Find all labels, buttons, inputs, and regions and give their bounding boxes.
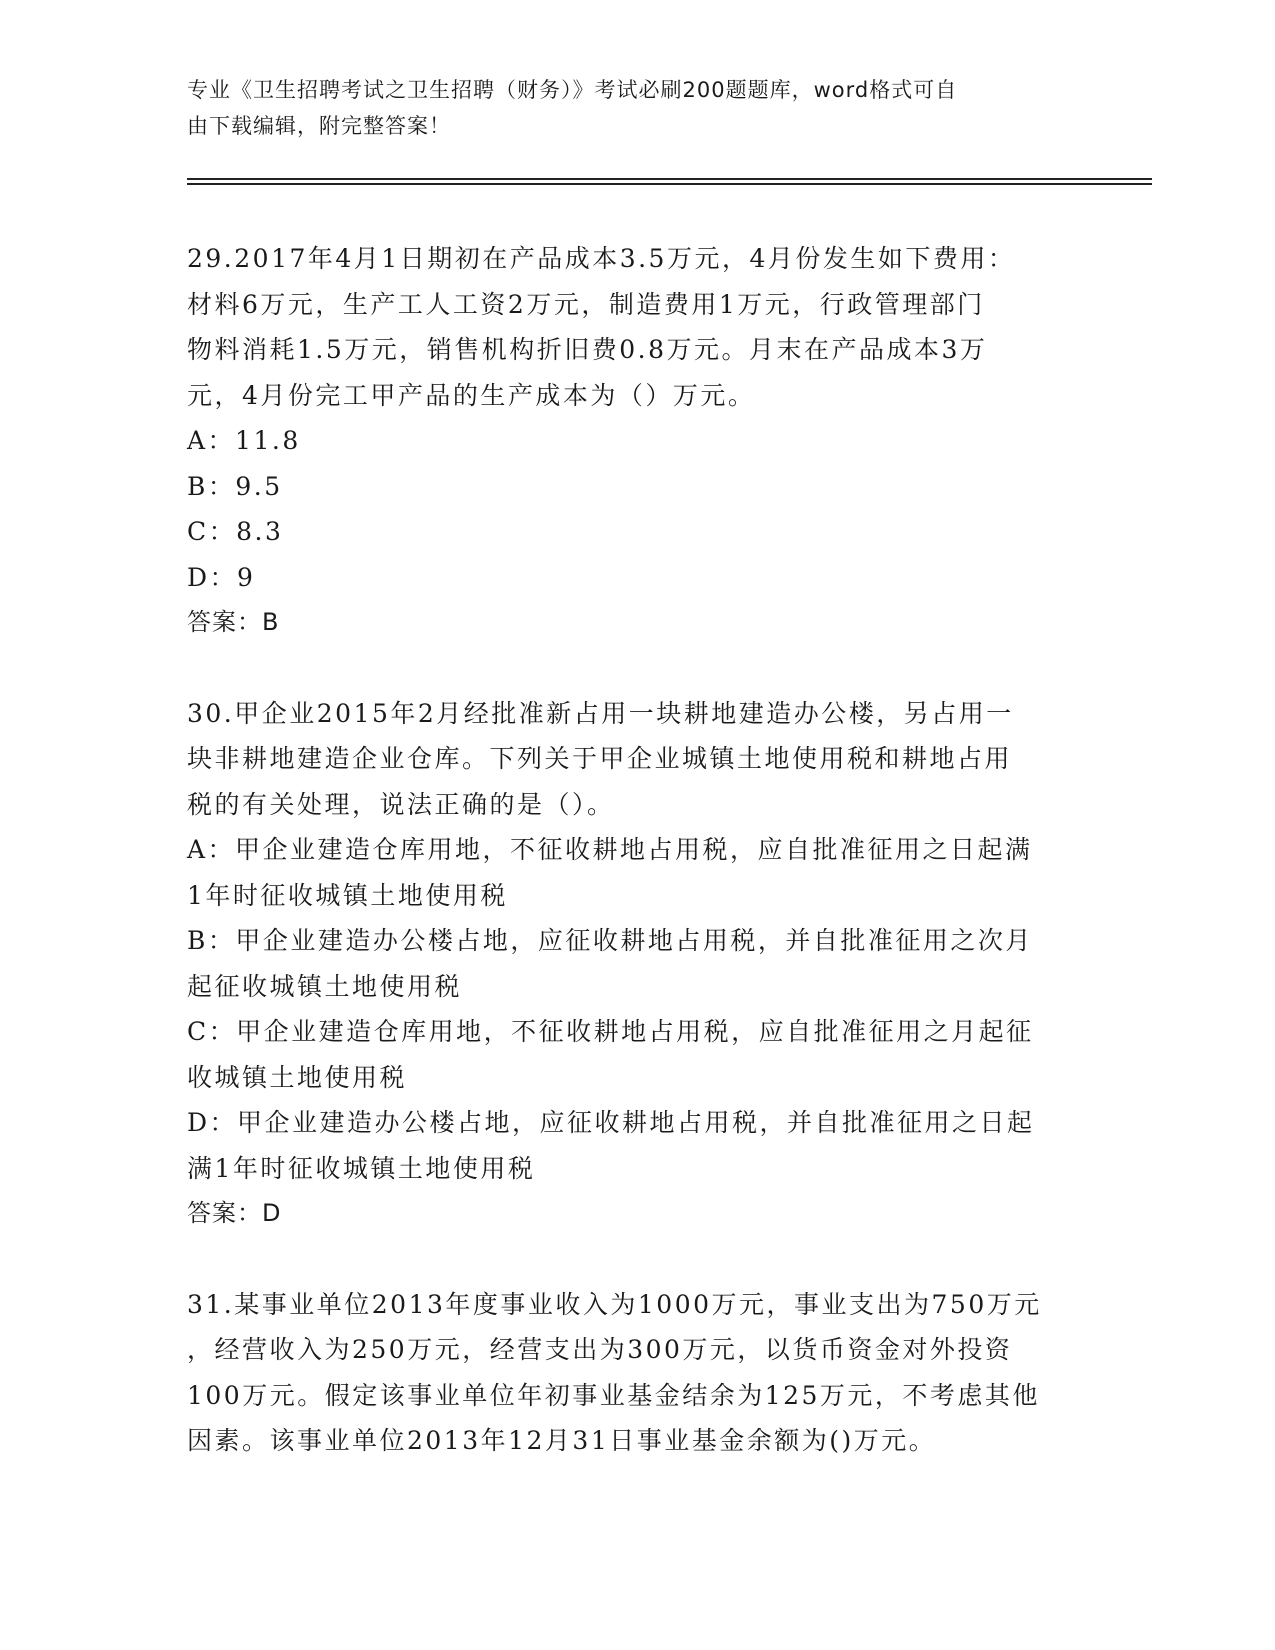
header-line-2: 由下载编辑，附完整答案！ xyxy=(187,114,451,138)
question-30 xyxy=(187,691,1087,1237)
option-b: B：甲企业建造办公楼占地，应征收耕地占用税，并自批准征用之次月 xyxy=(187,926,1033,955)
option-b-continued: 起征收城镇土地使用税 xyxy=(187,971,463,1001)
question-stem-line: 31.某事业单位2013年度事业收入为1000万元，事业支出为750万元 xyxy=(187,1289,1042,1319)
question-stem-line: 物料消耗1.5万元，销售机构折旧费0.8万元。月末在产品成本3万 xyxy=(187,335,988,364)
answer-line: 答案：B xyxy=(187,608,280,636)
header-divider-top xyxy=(187,178,1152,180)
answer-line: 答案：D xyxy=(187,1199,282,1227)
question-stem-line: 29.2017年4月1日期初在产品成本3.5万元，4月份发生如下费用： xyxy=(187,244,1016,273)
option-d: D：甲企业建造办公楼占地，应征收耕地占用税，并自批准征用之日起 xyxy=(187,1108,1035,1137)
option-a: A：11.8 xyxy=(187,426,301,455)
option-b: B：9.5 xyxy=(187,471,283,501)
question-stem-line: 30.甲企业2015年2月经批准新占用一块耕地建造办公楼，另占用一 xyxy=(187,698,1014,728)
question-stem-line: ，经营收入为250万元，经营支出为300万元，以货币资金对外投资 xyxy=(187,1335,1013,1364)
option-c-continued: 收城镇土地使用税 xyxy=(187,1062,408,1092)
question-stem-line: 材料6万元，生产工人工资2万元，制造费用1万元，行政管理部门 xyxy=(187,289,985,319)
question-list xyxy=(187,236,1087,1464)
question-stem-line: 元，4月份完工甲产品的生产成本为（）万元。 xyxy=(187,380,756,410)
question-stem-line: 因素。该事业单位2013年12月31日事业基金余额为()万元。 xyxy=(187,1426,937,1455)
header-line-1: 专业《卫生招聘考试之卫生招聘（财务）》考试必刷200题题库，word格式可自 xyxy=(187,78,958,102)
option-c: C：8.3 xyxy=(187,517,284,546)
option-d: D：9 xyxy=(187,562,256,592)
option-a: A：甲企业建造仓库用地，不征收耕地占用税，应自批准征用之日起满 xyxy=(187,835,1033,864)
question-stem-line: 块非耕地建造企业仓库。下列关于甲企业城镇土地使用税和耕地占用 xyxy=(187,744,1013,773)
question-stem-line: 100万元。假定该事业单位年初事业基金结余为125万元，不考虑其他 xyxy=(187,1380,1040,1410)
header-divider-bottom xyxy=(187,183,1152,185)
option-c: C：甲企业建造仓库用地，不征收耕地占用税，应自批准征用之月起征 xyxy=(187,1017,1034,1046)
document-header xyxy=(187,72,1087,144)
question-29 xyxy=(187,236,1087,646)
option-a-continued: 1年时征收城镇土地使用税 xyxy=(187,880,508,910)
question-31 xyxy=(187,1282,1087,1464)
option-d-continued: 满1年时征收城镇土地使用税 xyxy=(187,1153,536,1183)
question-stem-line: 税的有关处理，说法正确的是（）。 xyxy=(187,789,615,819)
